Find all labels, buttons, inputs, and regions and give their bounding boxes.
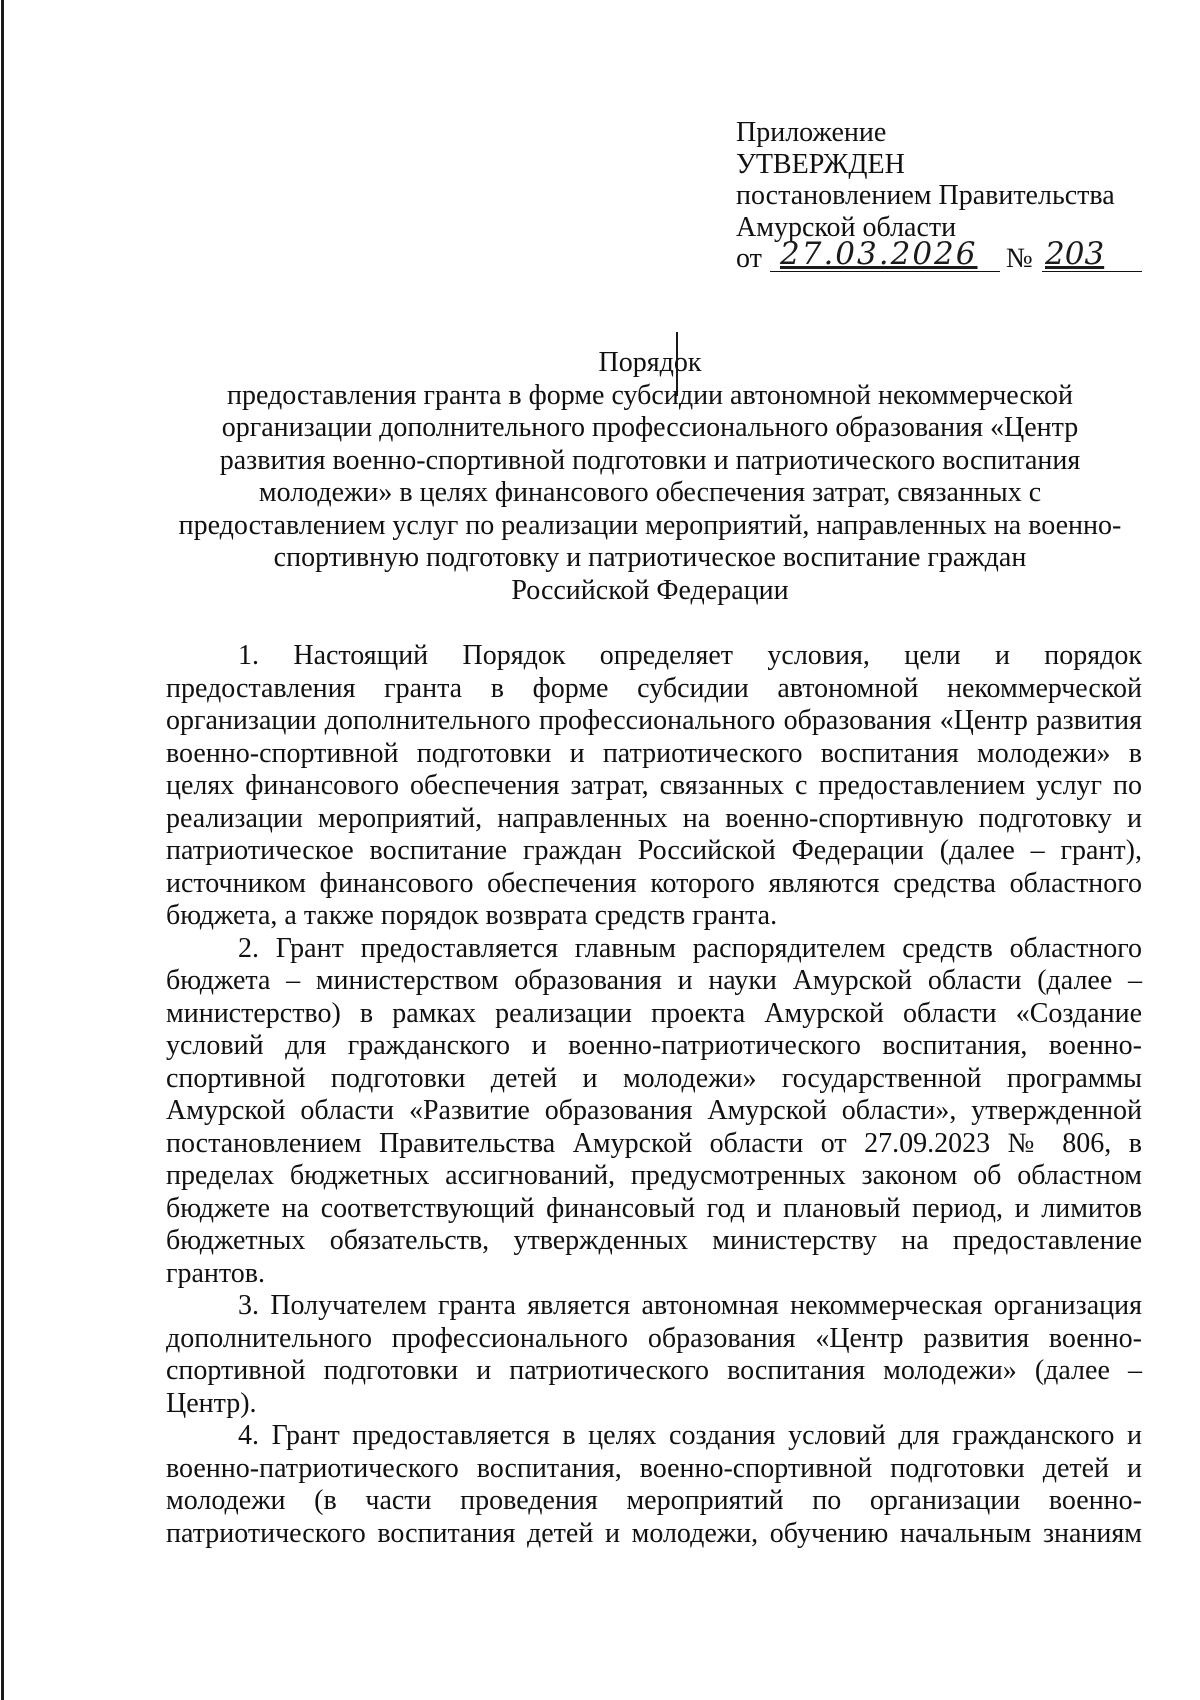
approval-region-label: Амурской области bbox=[736, 211, 957, 243]
handwritten-number: 203 bbox=[1042, 238, 1142, 272]
approval-resolution-label: постановлением Правительства bbox=[736, 180, 1115, 211]
paragraph-4: 4. Грант предоставляется в целях создания условий для гражданского и военно-патриотического воспитания, военно-спортивной подготовки детей и молодежи (в части проведения мероприятий по организации военно-патриотического воспитания детей и молодежи, обучению начальным знаниям bbox=[166, 1420, 1142, 1549]
document-subtitle: предоставления гранта в форме субсидии автономной некоммерческой организации дополнительного профессионального образования «Центр развития военно-спортивной подготовки и патриотического воспитания молодежи» в целях финансового обеспечения затрат, связанных с предоставлением услуг по реализации мероприятий, направленных на военно- спортивную подготовку и патриотическое воспитание граждан Российской Федерации bbox=[178, 379, 1122, 606]
approval-approved-label: УТВЕРЖДЕН bbox=[736, 148, 905, 180]
scan-left-border bbox=[1, 0, 4, 1700]
paragraph-2: 2. Грант предоставляется главным распорядителем средств областного бюджета – министерством образования и науки Амурской области (далее – министерство) в рамках реализации проекта Амурской области «Создание условий для гражданского и военно-патриотического воспитания, военно-спортивной подготовки детей и молодежи» государственной программы Амурской области «Развитие образования Амурской области», утвержденной постановлением Правительства Амурской области от 27.09.2023 № 806, в пределах бюджетных ассигнований, предусмотренных законом об областном бюджете на соответствующий финансовый год и плановый период, и лимитов бюджетных обязательств, утвержденных министерству на предоставление грантов. bbox=[166, 932, 1142, 1289]
approval-date-number-line bbox=[736, 236, 1166, 275]
handwritten-date: 27.03.2026 bbox=[770, 238, 1000, 272]
number-label: № bbox=[1006, 243, 1033, 274]
document-title: Порядок bbox=[598, 347, 702, 378]
approval-stamp-block bbox=[736, 117, 1166, 275]
approval-appendix-label: Приложение bbox=[736, 117, 887, 148]
date-prefix: от bbox=[736, 243, 762, 274]
document-body bbox=[166, 640, 1142, 1550]
paragraph-1: 1. Настоящий Порядок определяет условия, цели и порядок предоставления гранта в форме субсидии автономной некоммерческой организации дополнительного профессионального образования «Центр развития военно-спортивной подготовки и патриотического воспитания молодежи» в целях финансового обеспечения затрат, связанных с предоставлением услуг по реализации мероприятий, направленных на военно-спортивную подготовку и патриотическое воспитание граждан Российской Федерации (далее – грант), источником финансового обеспечения которого являются средства областного бюджета, а также порядок возврата средств гранта. bbox=[166, 640, 1142, 931]
document-title-block bbox=[162, 347, 1138, 607]
paragraph-3: 3. Получателем гранта является автономная некоммерческая организация дополнительного профессионального образования «Центр развития военно-спортивной подготовки и патриотического воспитания молодежи» (далее – Центр). bbox=[166, 1290, 1142, 1419]
